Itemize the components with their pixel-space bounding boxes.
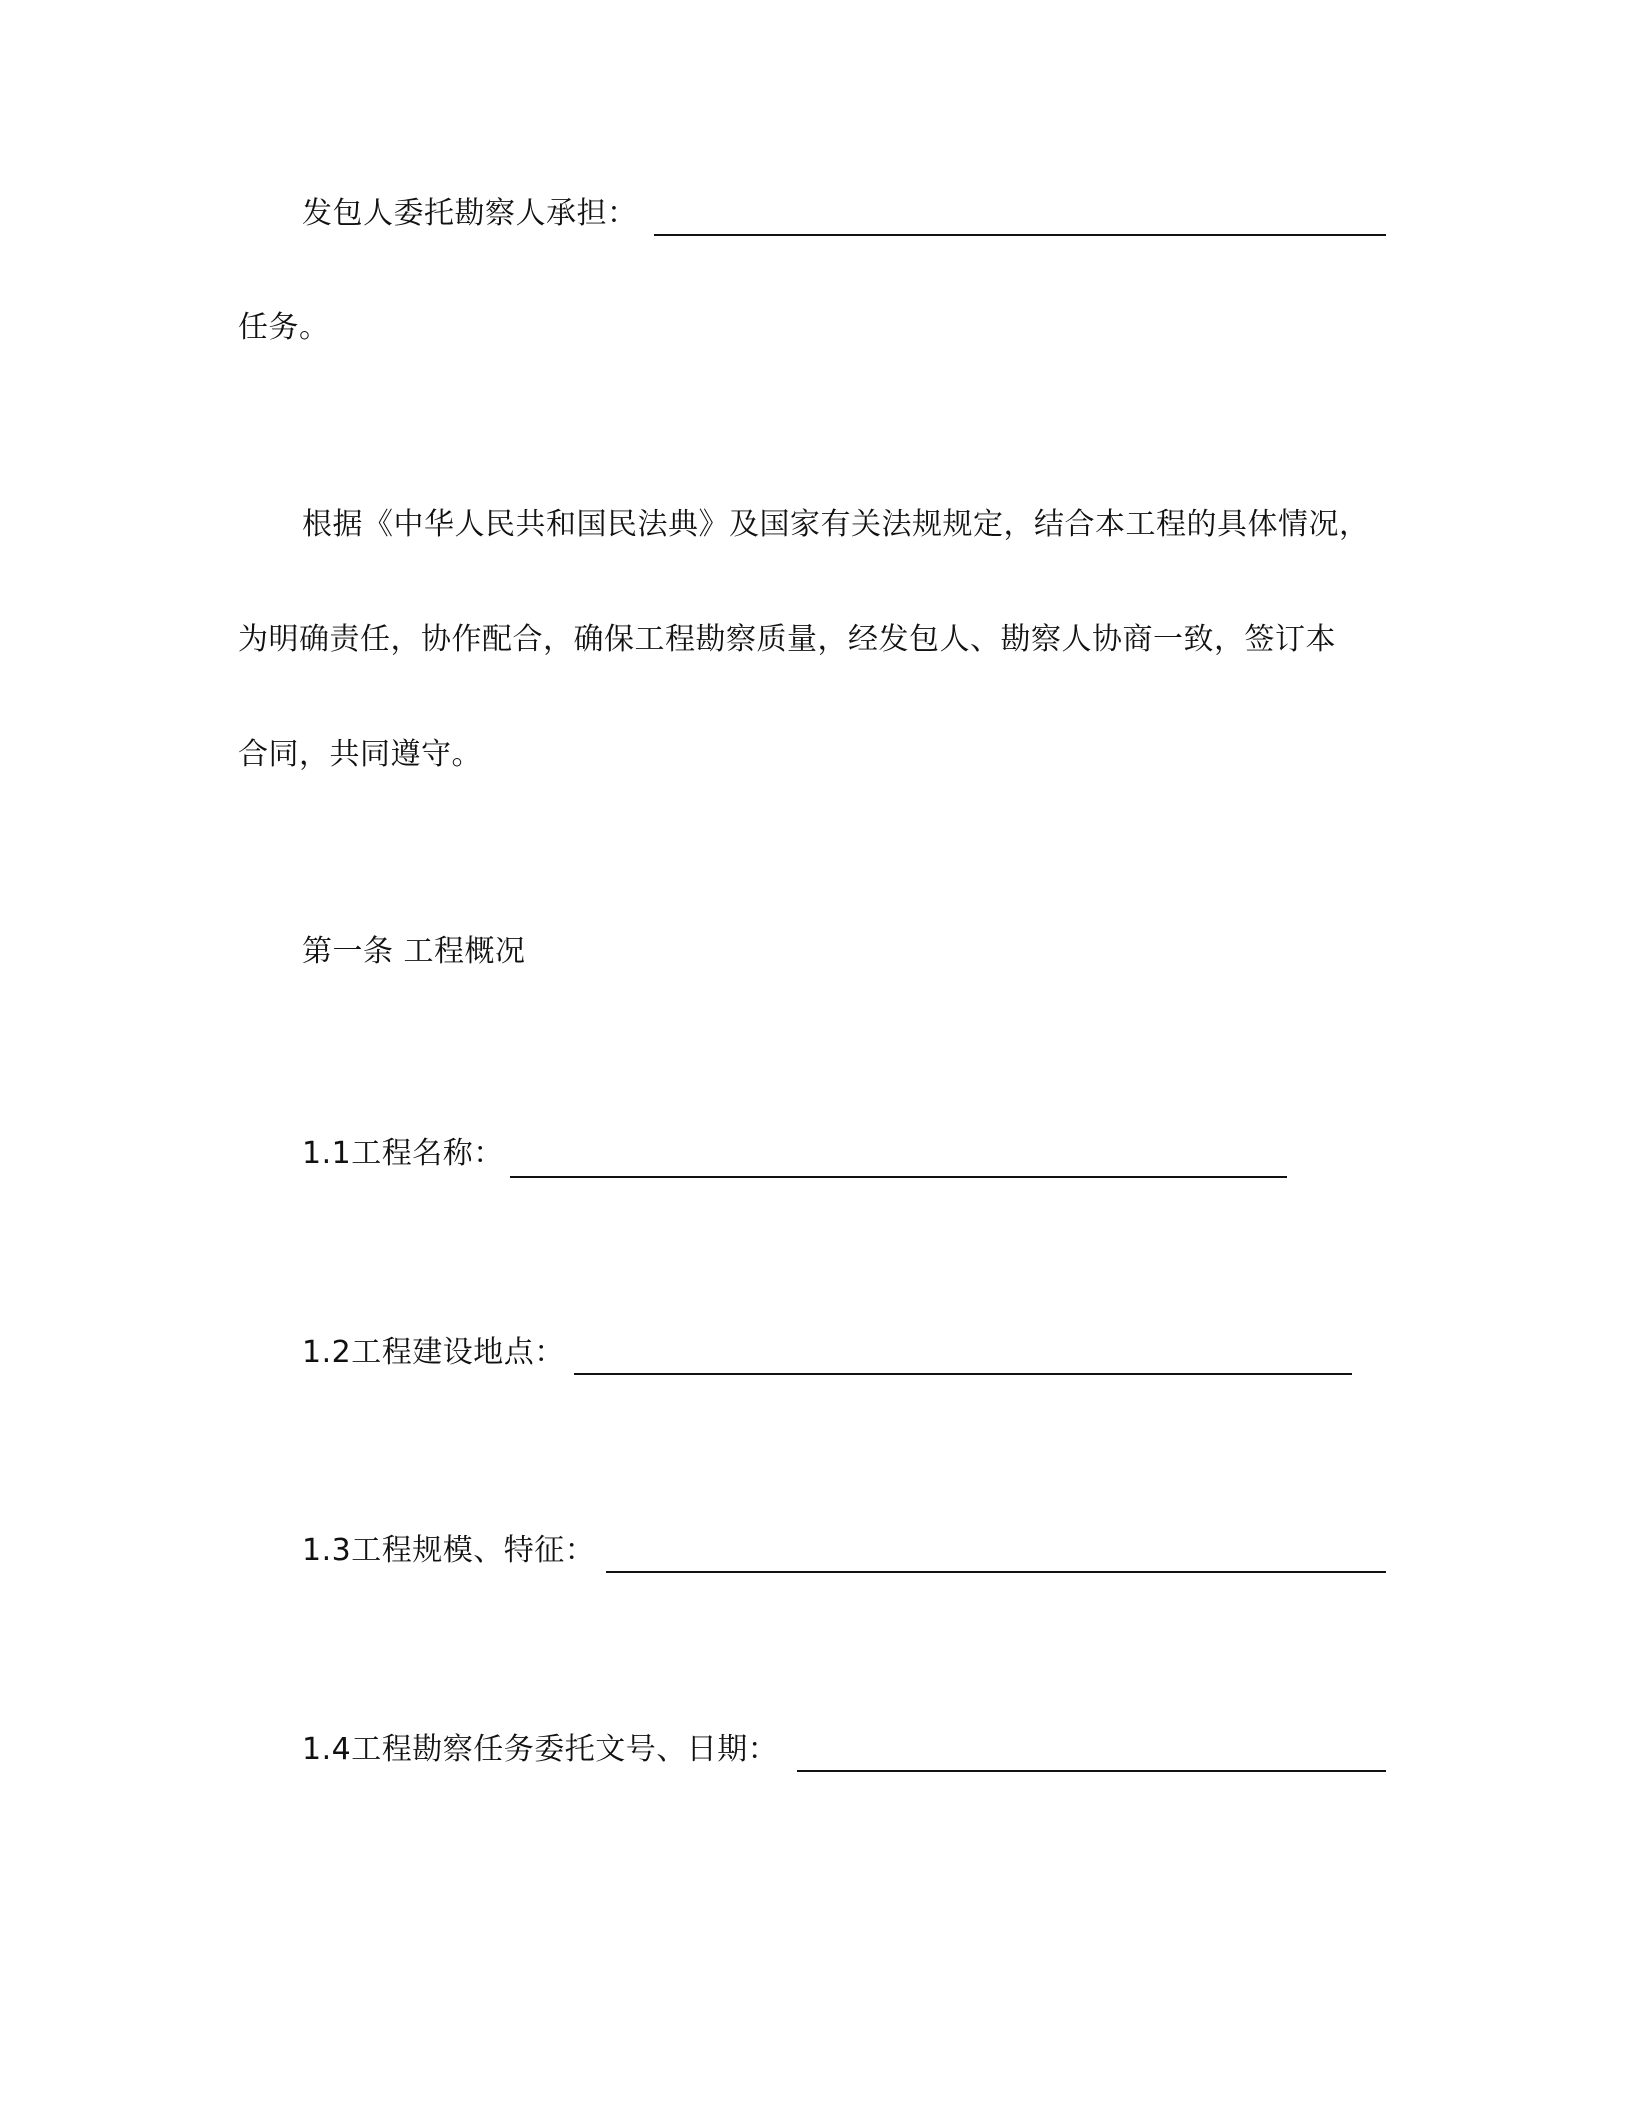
- entrusted-task-blank[interactable]: [654, 234, 1386, 236]
- preamble-line-3: 合同，共同遵守。: [238, 737, 482, 772]
- project-location-label: 1.2工程建设地点：: [302, 1335, 565, 1370]
- project-scale-blank[interactable]: [606, 1571, 1386, 1573]
- preamble-line-2: 为明确责任，协作配合，确保工程勘察质量，经发包人、勘察人协商一致，签订本: [238, 622, 1336, 657]
- project-scale-label: 1.3工程规模、特征：: [302, 1533, 596, 1568]
- preamble-line-1: 根据《中华人民共和国民法典》及国家有关法规规定，结合本工程的具体情况，: [302, 507, 1370, 542]
- article-1-heading: 第一条 工程概况: [302, 934, 526, 969]
- entrusted-task-label: 发包人委托勘察人承担：: [302, 196, 638, 231]
- project-name-blank[interactable]: [510, 1176, 1287, 1178]
- commission-doc-label: 1.4工程勘察任务委托文号、日期：: [302, 1732, 779, 1767]
- project-location-blank[interactable]: [574, 1373, 1352, 1375]
- entrusted-task-suffix: 任务。: [238, 310, 330, 345]
- commission-doc-blank[interactable]: [797, 1770, 1386, 1772]
- project-name-label: 1.1工程名称：: [302, 1136, 504, 1171]
